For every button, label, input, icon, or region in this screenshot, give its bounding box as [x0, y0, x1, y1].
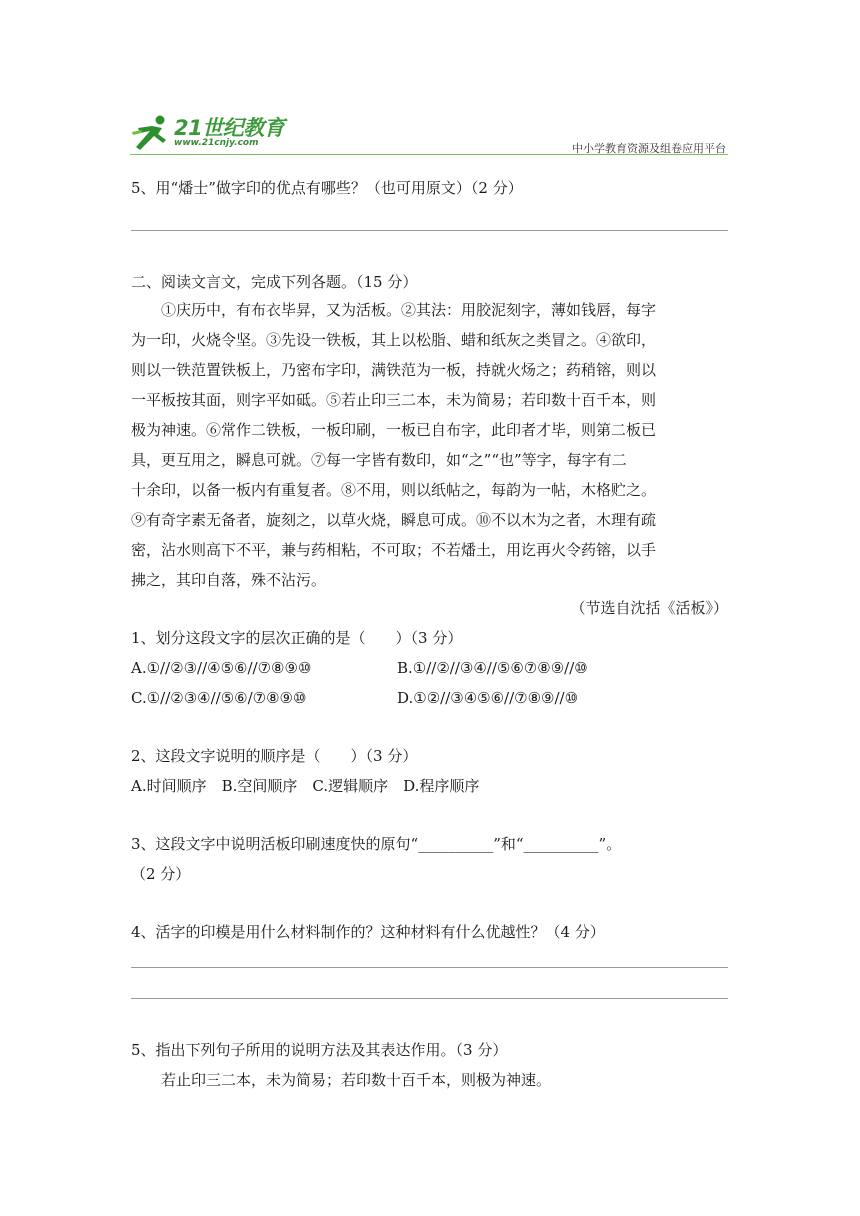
passage-line: 一平板按其面，则字平如砥。⑤若止印三二本，未为简易；若印数十百千本，则 [131, 391, 657, 409]
question-2-options: A.时间顺序 B.空间顺序 C.逻辑顺序 D.程序顺序 [131, 777, 480, 795]
logo [130, 112, 290, 158]
question-5: 5、指出下列句子所用的说明方法及其表达作用。（3 分） [131, 1041, 508, 1059]
passage-line: 则以一铁范置铁板上，乃密布字印，满铁范为一板，持就火炀之；药稍镕，则以 [131, 361, 657, 379]
passage-source: （节选自沈括《活板》） [570, 599, 728, 617]
passage-line: 密，沾水则高下不平，兼与药相粘，不可取；不若燔土，用讫再火令药镕，以手 [131, 541, 657, 559]
header-divider [130, 154, 728, 155]
runner-icon [130, 114, 174, 154]
option-c: C.①//②③④//⑤⑥/⑦⑧⑨⑩ [131, 689, 307, 707]
passage-line: ⑨有奇字素无备者，旋刻之，以草火烧，瞬息可成。⑩不以木为之者，木理有疏 [131, 511, 657, 529]
option-d: D.①②//③④⑤⑥//⑦⑧⑨//⑩ [397, 689, 579, 707]
question-5-top: 5、用“燔士”做字印的优点有哪些？（也可用原文）（2 分） [131, 179, 523, 197]
page-header [130, 112, 728, 158]
option-a: A.①//②③//④⑤⑥//⑦⑧⑨⑩ [131, 659, 312, 677]
passage-line: ①庆历中，有布衣毕昇，又为活板。②其法：用胶泥刻字，薄如钱唇，每字 [161, 301, 657, 319]
passage-line: 十余印，以备一板内有重复者。⑧不用，则以纸帖之，每韵为一帖，木格贮之。 [131, 481, 657, 499]
section-heading: 二、阅读文言文，完成下列各题。（15 分） [131, 273, 418, 291]
passage-line: 为一印，火烧令坚。③先设一铁板，其上以松脂、蜡和纸灰之类冒之。④欲印， [131, 331, 657, 349]
logo-text: 21世纪教育 [174, 116, 285, 140]
question-5-sentence: 若止印三二本，未为简易；若印数十百千本，则极为神速。 [161, 1071, 552, 1089]
answer-line [131, 998, 728, 999]
passage-line: 拂之，其印自落，殊不沾污。 [131, 571, 327, 589]
question-1: 1、划分这段文字的层次正确的是（ ）（3 分） [131, 629, 463, 647]
question-2: 2、这段文字说明的顺序是（ ）（3 分） [131, 747, 418, 765]
answer-line [131, 230, 728, 231]
question-3-score: （2 分） [131, 865, 191, 883]
question-3: 3、这段文字中说明活板印刷速度快的原句“__________”和“__________”。 [131, 835, 622, 853]
passage-line: 具，更互用之，瞬息可就。⑦每一字皆有数印，如“之”“也”等字，每字有二 [131, 451, 627, 469]
platform-label: 中小学教育资源及组卷应用平台 [572, 142, 726, 155]
question-4: 4、活字的印模是用什么材料制作的？这种材料有什么优越性？（4 分） [131, 923, 605, 941]
answer-line [131, 967, 728, 968]
passage-line: 极为神速。⑥常作二铁板，一板印刷，一板已自布字，此印者才毕，则第二板已 [131, 421, 657, 439]
option-b: B.①//②//③④//⑤⑥⑦⑧⑨//⑩ [397, 659, 588, 677]
logo-url: www.21cnjy.com [174, 138, 259, 148]
